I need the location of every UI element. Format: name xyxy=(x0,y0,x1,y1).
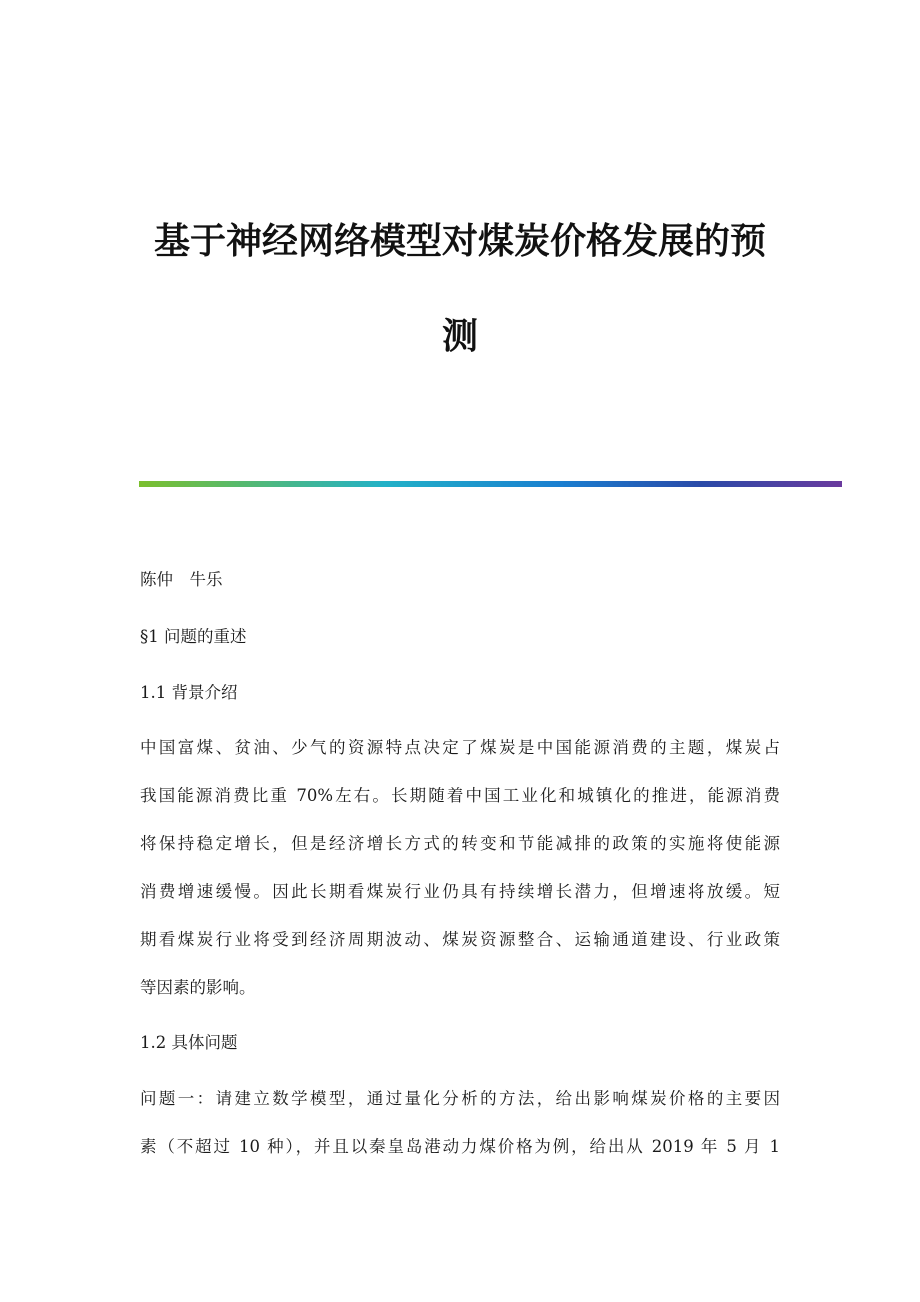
document-title-line-2: 测 xyxy=(441,316,478,357)
paragraph-line: 素（不超过 10 种），并且以秦皇岛港动力煤价格为例，给出从 2019 年 5 月 1 xyxy=(140,1137,780,1156)
paragraph-line: 等因素的影响。 xyxy=(140,978,256,997)
title-divider xyxy=(139,481,842,487)
paragraph-line: 中国富煤、贫油、少气的资源特点决定了煤炭是中国能源消费的主题，煤炭占 xyxy=(140,738,780,757)
document-title-line-1: 基于神经网络模型对煤炭价格发展的预 xyxy=(153,221,766,262)
section-heading: §1 问题的重述 xyxy=(140,627,247,646)
paragraph-line: 消费增速缓慢。因此长期看煤炭行业仍具有持续增长潜力，但增速将放缓。短 xyxy=(140,882,780,901)
problem-paragraph xyxy=(140,1089,780,1185)
background-paragraph xyxy=(140,738,780,1026)
authors: 陈仲 牛乐 xyxy=(140,570,223,589)
paragraph-line: 我国能源消费比重 70%左右。长期随着中国工业化和城镇化的推进，能源消费 xyxy=(140,786,780,805)
paragraph-line: 将保持稳定增长，但是经济增长方式的转变和节能减排的政策的实施将使能源 xyxy=(140,834,780,853)
subsection-heading-problem: 1.2 具体问题 xyxy=(140,1033,238,1052)
paragraph-line: 问题一：请建立数学模型，通过量化分析的方法，给出影响煤炭价格的主要因 xyxy=(140,1089,780,1108)
paragraph-line: 期看煤炭行业将受到经济周期波动、煤炭资源整合、运输通道建设、行业政策 xyxy=(140,930,780,949)
subsection-heading-background: 1.1 背景介绍 xyxy=(140,683,238,702)
